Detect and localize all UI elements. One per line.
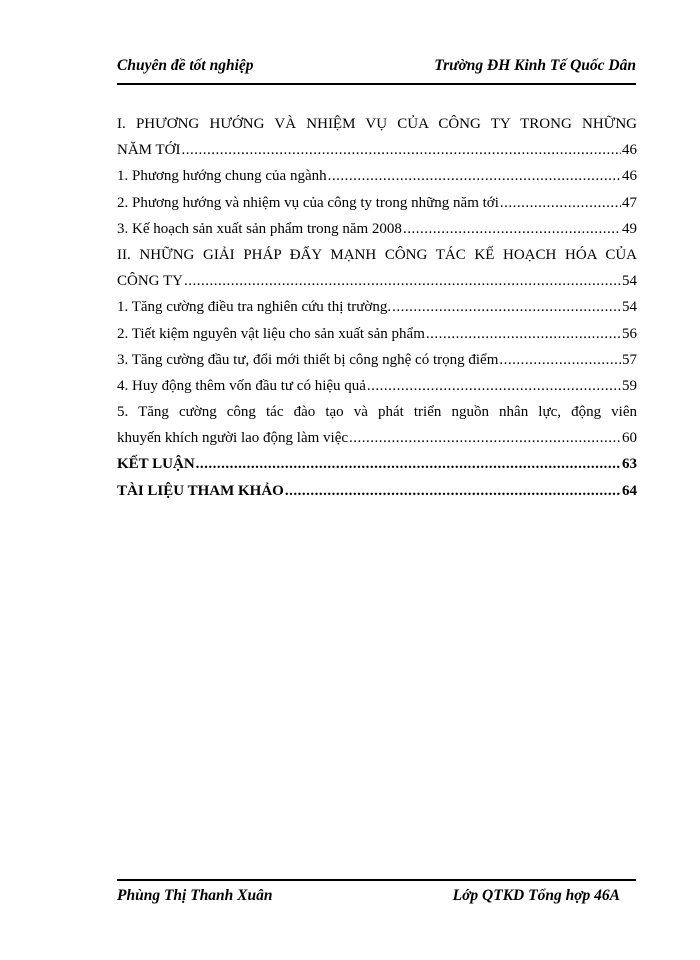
toc-entry-12 [117, 478, 637, 504]
toc-leader-dots [285, 478, 621, 504]
toc-leader-dots [392, 294, 621, 320]
toc-leader-dots [328, 163, 621, 189]
toc-page-number: 47 [622, 194, 637, 211]
toc-entry-text: KẾT LUẬN [117, 456, 195, 473]
toc-page-number: 54 [622, 299, 637, 316]
toc-entry-5-line-1: II. NHỮNG GIẢI PHÁP ĐẨY MẠNH CÔNG TÁC KẾ HOẠCH HÓA CỦA [117, 246, 637, 263]
page-footer [117, 879, 636, 905]
header-right-title: Trường ĐH Kinh Tế Quốc Dân [434, 57, 636, 74]
toc-entry-11 [117, 451, 637, 477]
toc-entry-6 [117, 294, 637, 320]
toc-entry-text: 4. Huy động thêm vốn đầu tư có hiệu quả [117, 377, 366, 394]
toc-entry-text: 2. Tiết kiệm nguyên vật liệu cho sản xuất sản phẩm [117, 325, 425, 342]
toc-entry-text: CÔNG TY [117, 273, 183, 290]
page-header [117, 57, 636, 85]
footer-class: Lớp QTKD Tổng hợp 46A [452, 887, 620, 904]
toc-page-number: 59 [622, 377, 637, 394]
toc-entry-text: TÀI LIỆU THAM KHẢO [117, 482, 284, 499]
footer-author: Phùng Thị Thanh Xuân [117, 887, 273, 904]
toc-page-number: 64 [622, 482, 637, 499]
toc-leader-dots [403, 216, 621, 242]
toc-entry-4 [117, 216, 637, 242]
toc-leader-dots [499, 347, 621, 373]
toc-entry-text: 1. Tăng cường điều tra nghiên cứu thị trường. [117, 299, 392, 316]
toc-page-number: 57 [622, 351, 637, 368]
toc-entry-10-line-1: 5. Tăng cường công tác đào tạo và phát triển nguồn nhân lực, động viên [117, 404, 637, 421]
toc-entry-1-line-2 [117, 137, 637, 163]
header-left-title: Chuyên đề tốt nghiệp [117, 57, 254, 74]
table-of-contents [117, 111, 637, 504]
toc-page-number: 54 [622, 273, 637, 290]
toc-entry-text: NĂM TỚI [117, 142, 181, 159]
toc-leader-dots [426, 321, 621, 347]
toc-page-number: 49 [622, 220, 637, 237]
toc-page-number: 56 [622, 325, 637, 342]
toc-leader-dots [181, 137, 621, 163]
toc-entry-7 [117, 321, 637, 347]
toc-entry-text: 2. Phương hướng và nhiệm vụ của công ty trong những năm tới [117, 194, 499, 211]
toc-page-number: 46 [622, 142, 637, 159]
toc-entry-text: 3. Tăng cường đầu tư, đổi mới thiết bị công nghệ có trọng điểm [117, 351, 499, 368]
toc-leader-dots [349, 425, 621, 451]
toc-leader-dots [184, 268, 621, 294]
toc-entry-text: 3. Kế hoạch sản xuất sản phẩm trong năm 2008 [117, 220, 402, 237]
toc-page-number: 46 [622, 168, 637, 185]
toc-entry-5-line-2 [117, 268, 637, 294]
toc-leader-dots [367, 373, 621, 399]
toc-entry-text: 1. Phương hướng chung của ngành [117, 168, 327, 185]
toc-entry-8 [117, 347, 637, 373]
toc-page-number: 60 [622, 430, 637, 447]
toc-entry-10-line-2 [117, 425, 637, 451]
toc-entry-3 [117, 190, 637, 216]
toc-leader-dots [196, 451, 621, 477]
toc-entry-1-line-1: I. PHƯƠNG HƯỚNG VÀ NHIỆM VỤ CỦA CÔNG TY TRONG NHỮNG [117, 116, 637, 132]
toc-entry-2 [117, 163, 637, 189]
toc-leader-dots [500, 190, 621, 216]
toc-page-number: 63 [622, 456, 637, 473]
toc-entry-text: khuyến khích người lao động làm việc [117, 430, 349, 447]
toc-entry-9 [117, 373, 637, 399]
